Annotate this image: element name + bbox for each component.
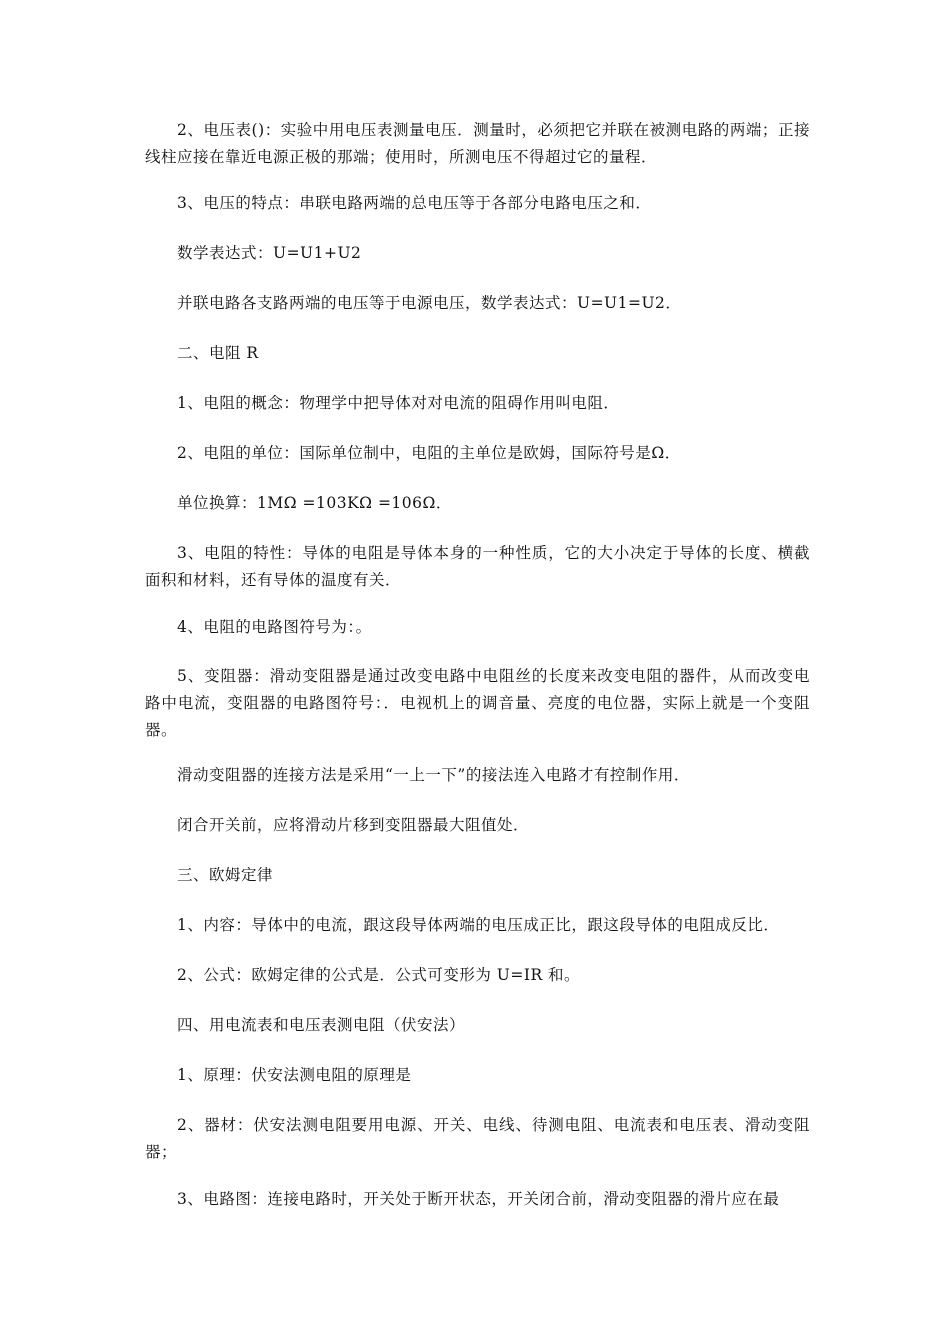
paragraph-ohms-law-formula: 2、公式：欧姆定律的公式是．公式可变形为 U=IR 和。 bbox=[177, 966, 581, 984]
section-heading-resistance: 二、电阻 R bbox=[177, 344, 259, 362]
paragraph-rheostat: 5、变阻器：滑动变阻器是通过改变电路中电阻丝的长度来改变电阻的器件，从而改变电路中电流，变阻器的电路图符号：．电视机上的调音量、亮度的电位器，实际上就是一个变阻器。 bbox=[145, 667, 810, 739]
paragraph-before-closing-switch: 闭合开关前，应将滑动片移到变阻器最大阻值处． bbox=[177, 816, 530, 834]
paragraph-equipment: 2、器材：伏安法测电阻要用电源、开关、电线、待测电阻、电流表和电压表、滑动变阻器； bbox=[145, 1116, 810, 1161]
paragraph-parallel-voltage: 并联电路各支路两端的电压等于电源电压，数学表达式：U=U1=U2． bbox=[177, 294, 682, 312]
paragraph-principle: 1、原理：伏安法测电阻的原理是 bbox=[177, 1066, 412, 1084]
section-heading-voltammetry: 四、用电流表和电压表测电阻（伏安法） bbox=[177, 1016, 466, 1034]
paragraph-resistance-unit: 2、电阻的单位：国际单位制中，电阻的主单位是欧姆，国际符号是Ω． bbox=[177, 444, 681, 462]
paragraph-circuit-diagram: 3、电路图：连接电路时，开关处于断开状态，开关闭合前，滑动变阻器的滑片应在最 bbox=[177, 1190, 780, 1208]
paragraph-resistance-property: 3、电阻的特性：导体的电阻是导体本身的一种性质，它的大小决定于导体的长度、横截面积和材料，还有导体的温度有关． bbox=[145, 544, 810, 589]
paragraph-voltmeter: 2、电压表()：实验中用电压表测量电压．测量时，必须把它并联在被测电路的两端；正接线柱应接在靠近电源正极的那端；使用时，所测电压不得超过它的量程． bbox=[145, 121, 810, 166]
paragraph-ohms-law-content: 1、内容：导体中的电流，跟这段导体两端的电压成正比，跟这段导体的电阻成反比． bbox=[177, 916, 780, 934]
paragraph-series-formula: 数学表达式：U=U1+U2 bbox=[177, 244, 362, 262]
paragraph-resistance-concept: 1、电阻的概念：物理学中把导体对对电流的阻碍作用叫电阻． bbox=[177, 394, 620, 412]
paragraph-resistance-symbol: 4、电阻的电路图符号为：。 bbox=[177, 618, 372, 636]
paragraph-voltage-feature: 3、电压的特点：串联电路两端的总电压等于各部分电路电压之和． bbox=[177, 194, 652, 212]
document-page bbox=[145, 0, 810, 1344]
paragraph-rheostat-connection: 滑动变阻器的连接方法是采用“一上一下”的接法连入电路才有控制作用． bbox=[177, 766, 690, 784]
paragraph-unit-conversion: 单位换算：1MΩ =103KΩ =106Ω． bbox=[177, 494, 452, 512]
section-heading-ohms-law: 三、欧姆定律 bbox=[177, 866, 274, 884]
